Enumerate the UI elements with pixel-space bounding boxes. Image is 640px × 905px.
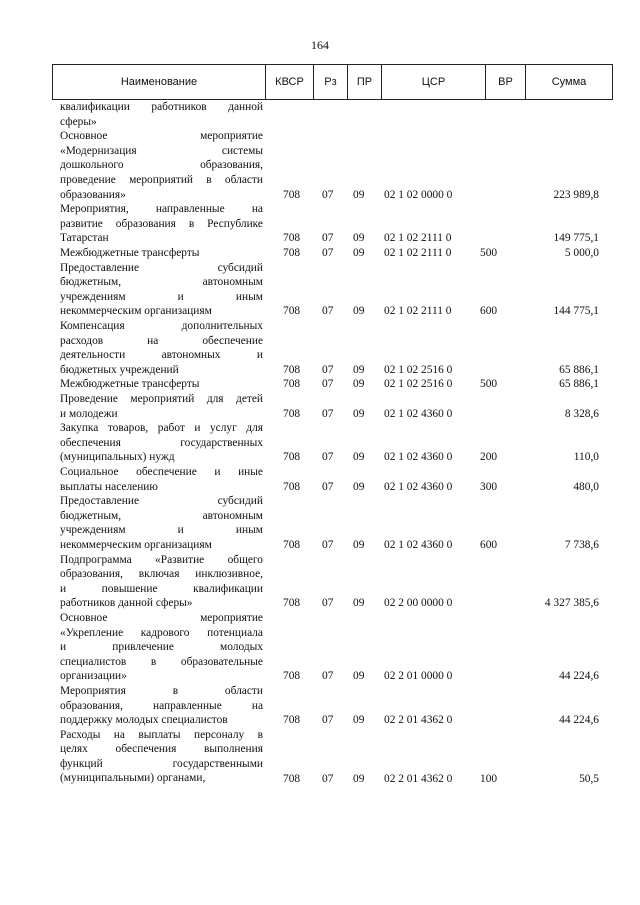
row-name-line: Основное мероприятие — [60, 611, 263, 624]
table-row — [0, 465, 640, 494]
row-csr: 02 1 02 2516 0 — [384, 378, 453, 391]
row-name-line: бюджетных учреждений — [60, 363, 179, 376]
row-name-line: «Укрепление кадрового потенциала — [60, 626, 263, 639]
row-name-line: организации» — [60, 670, 127, 683]
row-name — [60, 465, 263, 494]
row-sum: 50,5 — [579, 772, 599, 785]
table-row — [0, 129, 640, 202]
row-csr: 02 2 01 4362 0 — [384, 714, 453, 727]
table-row — [0, 392, 640, 421]
table-row — [0, 319, 640, 377]
row-rz: 07 — [322, 597, 334, 610]
row-kvsr: 708 — [283, 188, 301, 201]
header-csr: ЦСР — [382, 65, 486, 99]
row-name-line: Мероприятия в области — [60, 684, 263, 697]
row-csr: 02 1 02 2516 0 — [384, 363, 453, 376]
row-rz: 07 — [322, 670, 334, 683]
row-sum: 149 775,1 — [553, 232, 599, 245]
row-pr: 09 — [353, 305, 365, 318]
row-name-line: Мероприятия, направленные на — [60, 203, 263, 216]
row-sum: 4 327 385,6 — [544, 597, 599, 610]
row-csr: 02 1 02 2111 0 — [384, 232, 452, 245]
row-vr: 500 — [480, 378, 498, 391]
row-rz: 07 — [322, 246, 334, 259]
row-name — [60, 129, 263, 202]
row-sum: 480,0 — [573, 480, 599, 493]
row-name-line: дошкольного образования, — [60, 159, 263, 172]
row-pr: 09 — [353, 772, 365, 785]
row-name-line: Расходы на выплаты персоналу в — [60, 728, 263, 741]
row-pr: 09 — [353, 407, 365, 420]
header-name: Наименование — [53, 65, 266, 99]
row-name-line: некоммерческим организациям — [60, 305, 212, 318]
row-name-line: проведение мероприятий в области — [60, 173, 263, 186]
row-name-line: (муниципальными) органами, — [60, 772, 206, 785]
row-name — [60, 246, 263, 261]
row-name — [60, 261, 263, 319]
row-pr: 09 — [353, 363, 365, 376]
row-pr: 09 — [353, 538, 365, 551]
row-vr: 500 — [480, 246, 498, 259]
row-name-line: Предоставление субсидий — [60, 495, 263, 508]
header-kvsr: КВСР — [266, 65, 314, 99]
row-rz: 07 — [322, 188, 334, 201]
row-name-line: расходов на обеспечение — [60, 334, 263, 347]
row-name — [60, 392, 263, 421]
row-name-line: (муниципальных) нужд — [60, 451, 175, 464]
row-pr: 09 — [353, 714, 365, 727]
page-number: 164 — [311, 38, 329, 52]
row-csr: 02 2 01 4362 0 — [384, 772, 453, 785]
row-name-line: квалификации работников данной — [60, 101, 263, 113]
header-vr: ВР — [486, 65, 526, 99]
row-name-line: специалистов в образовательные — [60, 655, 263, 668]
row-name-line: «Модернизация системы — [60, 144, 263, 157]
row-sum: 5 000,0 — [564, 246, 599, 259]
row-name — [60, 202, 263, 246]
row-pr: 09 — [353, 597, 365, 610]
row-name — [60, 728, 263, 786]
row-name-line: образования, включая инклюзивное, — [60, 568, 263, 581]
row-pr: 09 — [353, 246, 365, 259]
row-name-line: Основное мероприятие — [60, 130, 263, 143]
row-name-line: и повышение квалификации — [60, 582, 263, 595]
header-sum: Сумма — [551, 76, 587, 88]
row-csr: 02 1 02 0000 0 — [384, 188, 453, 201]
row-name-line: бюджетным, автономным — [60, 509, 263, 522]
row-name — [60, 684, 263, 728]
row-kvsr: 708 — [283, 670, 301, 683]
row-name-line: Проведение мероприятий для детей — [60, 392, 263, 405]
row-pr: 09 — [353, 451, 365, 464]
row-kvsr: 708 — [283, 597, 301, 610]
row-rz: 07 — [322, 451, 334, 464]
row-sum: 44 224,6 — [559, 714, 599, 727]
table-row — [0, 377, 640, 392]
row-name-line: некоммерческим организациям — [60, 538, 212, 551]
row-name-line: Закупка товаров, работ и услуг для — [60, 422, 263, 435]
row-csr: 02 2 00 0000 0 — [384, 597, 453, 610]
row-name-line: деятельности автономных и — [60, 349, 263, 362]
header-rz: Рз — [314, 65, 348, 99]
row-name-line: функций государственными — [60, 757, 263, 770]
row-csr: 02 1 02 4360 0 — [384, 480, 453, 493]
row-name-line: сферы» — [60, 115, 97, 128]
row-kvsr: 708 — [283, 246, 301, 259]
table-header — [52, 64, 613, 100]
row-rz: 07 — [322, 772, 334, 785]
row-name — [60, 319, 263, 377]
row-name-line: Предоставление субсидий — [60, 261, 263, 274]
row-sum: 8 328,6 — [564, 407, 599, 420]
row-sum: 65 886,1 — [559, 378, 599, 391]
row-csr: 02 1 02 4360 0 — [384, 407, 453, 420]
row-rz: 07 — [322, 538, 334, 551]
row-sum: 44 224,6 — [559, 670, 599, 683]
row-sum: 65 886,1 — [559, 363, 599, 376]
row-name-line: выплаты населению — [60, 480, 158, 493]
table-row — [0, 202, 640, 246]
row-pr: 09 — [353, 480, 365, 493]
row-vr: 600 — [480, 538, 498, 551]
row-pr: 09 — [353, 188, 365, 201]
row-name-line: учреждениям и иным — [60, 524, 263, 537]
row-vr: 200 — [480, 451, 498, 464]
table-row — [0, 553, 640, 611]
row-sum: 144 775,1 — [553, 305, 599, 318]
row-name-line: обеспечения государственных — [60, 436, 263, 449]
row-name-line: учреждениям и иным — [60, 290, 263, 303]
row-name-line: Подпрограмма «Развитие общего — [60, 553, 263, 566]
row-rz: 07 — [322, 232, 334, 245]
row-name — [60, 421, 263, 465]
row-pr: 09 — [353, 378, 365, 391]
row-pr: 09 — [353, 670, 365, 683]
row-name-line: Межбюджетные трансферты — [60, 246, 200, 259]
row-name-line: целях обеспечения выполнения — [60, 743, 263, 756]
row-sum: 223 989,8 — [553, 188, 599, 201]
row-rz: 07 — [322, 305, 334, 318]
table-row — [0, 684, 640, 728]
header-pr: ПР — [348, 65, 382, 99]
row-rz: 07 — [322, 378, 334, 391]
row-csr: 02 1 02 4360 0 — [384, 451, 453, 464]
row-name-line: Компенсация дополнительных — [60, 319, 263, 332]
row-sum: 7 738,6 — [564, 538, 599, 551]
row-name-line: развитие образования в Республике — [60, 217, 263, 230]
row-name-line: Социальное обеспечение и иные — [60, 465, 263, 478]
row-csr: 02 1 02 4360 0 — [384, 538, 453, 551]
row-csr: 02 1 02 2111 0 — [384, 246, 452, 259]
table-row — [0, 728, 640, 786]
row-name-line: Межбюджетные трансферты — [60, 378, 200, 391]
row-kvsr: 708 — [283, 363, 301, 376]
row-rz: 07 — [322, 480, 334, 493]
row-csr: 02 2 01 0000 0 — [384, 670, 453, 683]
row-kvsr: 708 — [283, 305, 301, 318]
row-kvsr: 708 — [283, 407, 301, 420]
row-vr: 100 — [480, 772, 498, 785]
row-kvsr: 708 — [283, 378, 301, 391]
row-name-line: поддержку молодых специалистов — [60, 714, 228, 727]
row-kvsr: 708 — [283, 451, 301, 464]
table-row — [0, 494, 640, 552]
table-row — [0, 100, 640, 129]
row-name-line: образования» — [60, 188, 126, 201]
row-name — [60, 377, 263, 392]
row-name-line: бюджетным, автономным — [60, 276, 263, 289]
row-name — [60, 100, 263, 129]
row-sum: 110,0 — [573, 451, 599, 464]
row-rz: 07 — [322, 363, 334, 376]
row-kvsr: 708 — [283, 232, 301, 245]
row-rz: 07 — [322, 407, 334, 420]
row-kvsr: 708 — [283, 772, 301, 785]
row-csr: 02 1 02 2111 0 — [384, 305, 452, 318]
row-kvsr: 708 — [283, 714, 301, 727]
row-kvsr: 708 — [283, 480, 301, 493]
table-row — [0, 261, 640, 319]
row-pr: 09 — [353, 232, 365, 245]
row-vr: 600 — [480, 305, 498, 318]
row-name-line: работников данной сферы» — [60, 597, 193, 610]
table-row — [0, 246, 640, 261]
table-row — [0, 421, 640, 465]
row-rz: 07 — [322, 714, 334, 727]
table-row — [0, 611, 640, 684]
table-body — [0, 100, 640, 786]
row-name-line: и молодежи — [60, 407, 118, 420]
row-name-line: Татарстан — [60, 232, 109, 245]
row-name — [60, 553, 263, 611]
row-name — [60, 494, 263, 552]
row-vr: 300 — [480, 480, 498, 493]
row-name-line: и привлечение молодых — [60, 641, 263, 654]
row-name-line: образования, направленные на — [60, 699, 263, 712]
row-kvsr: 708 — [283, 538, 301, 551]
row-name — [60, 611, 263, 684]
